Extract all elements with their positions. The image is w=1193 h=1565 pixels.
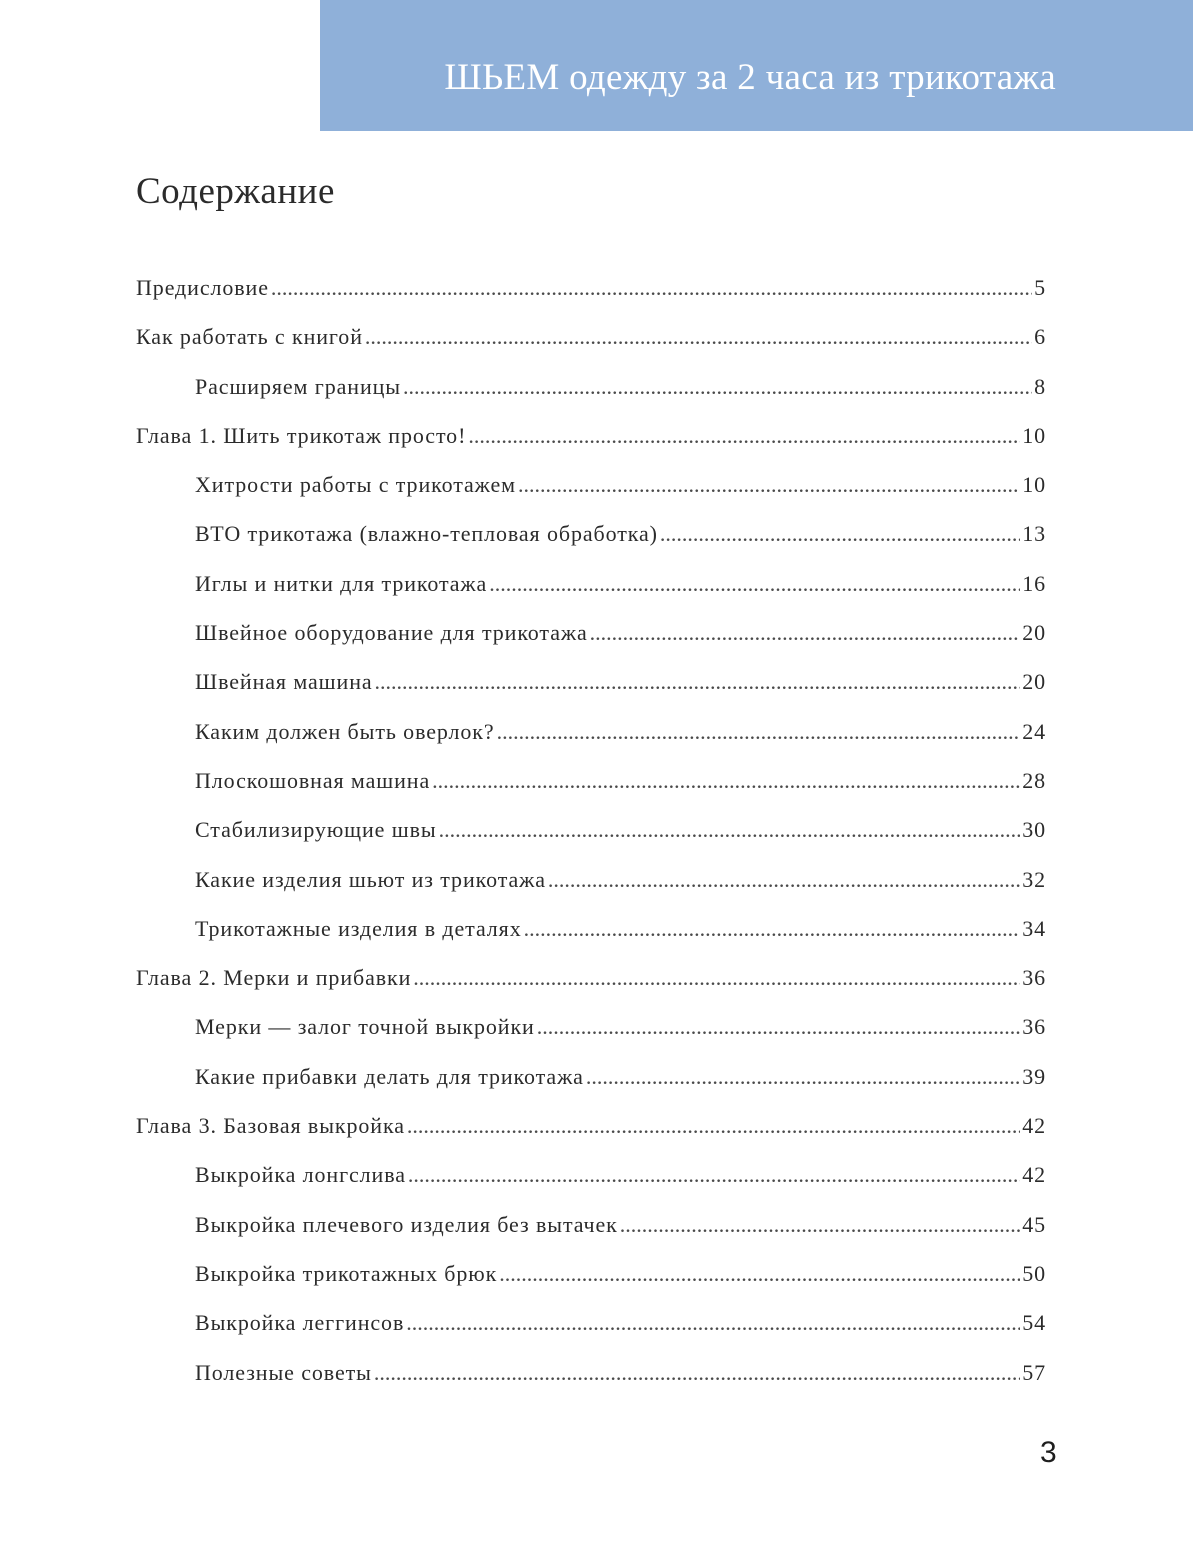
toc-entry[interactable] xyxy=(136,719,1046,768)
toc-entry-label: Иглы и нитки для трикотажа xyxy=(195,570,488,596)
toc-entry-label: Глава 2. Мерки и прибавки xyxy=(136,965,412,991)
toc-entry-page: 13 xyxy=(1022,521,1046,547)
toc-dot-leader xyxy=(403,374,1032,400)
table-of-contents xyxy=(136,275,1046,1409)
toc-entry-label: Трикотажные изделия в деталях xyxy=(195,915,522,941)
toc-entry-page: 24 xyxy=(1022,718,1046,744)
toc-entry[interactable] xyxy=(136,1162,1046,1211)
toc-entry-label: Выкройка трикотажных брюк xyxy=(195,1260,498,1286)
toc-dot-leader xyxy=(537,1014,1020,1040)
toc-entry[interactable] xyxy=(136,867,1046,916)
toc-entry-label: Как работать с книгой xyxy=(136,324,363,350)
book-title: ШЬЕМ одежду за 2 часа из трикотажа xyxy=(444,57,1056,98)
page-number: 3 xyxy=(1040,1436,1057,1469)
toc-entry-label: Хитрости работы с трикотажем xyxy=(195,472,516,498)
toc-entry-page: 42 xyxy=(1022,1162,1046,1188)
toc-entry-label: Плоскошовная машина xyxy=(195,767,431,793)
toc-entry-page: 45 xyxy=(1022,1211,1046,1237)
toc-entry-page: 20 xyxy=(1022,669,1046,695)
toc-entry-label: Каким должен быть оверлок? xyxy=(195,718,495,744)
toc-entry[interactable] xyxy=(136,965,1046,1014)
toc-dot-leader xyxy=(432,768,1020,794)
toc-entry-page: 6 xyxy=(1034,324,1046,350)
toc-entry[interactable] xyxy=(136,620,1046,669)
toc-entry[interactable] xyxy=(136,1261,1046,1310)
toc-entry-label: Швейная машина xyxy=(195,669,373,695)
toc-dot-leader xyxy=(408,1162,1020,1188)
toc-entry-page: 36 xyxy=(1022,965,1046,991)
toc-entry[interactable] xyxy=(136,1113,1046,1162)
toc-entry[interactable] xyxy=(136,423,1046,472)
toc-entry-label: Глава 3. Базовая выкройка xyxy=(136,1113,405,1139)
header-band xyxy=(320,0,1193,131)
toc-dot-leader xyxy=(406,1310,1020,1336)
toc-dot-leader xyxy=(489,571,1020,597)
toc-entry[interactable] xyxy=(136,521,1046,570)
toc-entry[interactable] xyxy=(136,1360,1046,1409)
toc-dot-leader xyxy=(518,472,1020,498)
toc-entry-label: Расширяем границы xyxy=(195,373,401,399)
toc-dot-leader xyxy=(586,1064,1020,1090)
toc-entry-page: 20 xyxy=(1022,620,1046,646)
toc-dot-leader xyxy=(375,669,1021,695)
toc-dot-leader xyxy=(374,1360,1020,1386)
toc-entry-label: ВТО трикотажа (влажно-тепловая обработка) xyxy=(195,521,658,547)
toc-entry[interactable] xyxy=(136,768,1046,817)
toc-entry[interactable] xyxy=(136,1064,1046,1113)
toc-entry[interactable] xyxy=(136,916,1046,965)
toc-entry-label: Полезные советы xyxy=(195,1359,372,1385)
toc-entry-page: 8 xyxy=(1034,373,1046,399)
toc-dot-leader xyxy=(497,719,1021,745)
toc-dot-leader xyxy=(590,620,1021,646)
toc-entry-page: 16 xyxy=(1022,570,1046,596)
toc-entry-label: Какие изделия шьют из трикотажа xyxy=(195,866,546,892)
toc-entry-page: 30 xyxy=(1022,817,1046,843)
toc-entry-page: 10 xyxy=(1022,472,1046,498)
toc-entry[interactable] xyxy=(136,1014,1046,1063)
toc-entry-page: 50 xyxy=(1022,1260,1046,1286)
toc-entry-label: Швейное оборудование для трикотажа xyxy=(195,620,588,646)
toc-entry-page: 5 xyxy=(1034,275,1046,300)
toc-entry-page: 57 xyxy=(1022,1359,1046,1385)
toc-entry[interactable] xyxy=(136,472,1046,521)
toc-entry-label: Мерки — залог точной выкройки xyxy=(195,1014,535,1040)
toc-entry[interactable] xyxy=(136,571,1046,620)
toc-entry[interactable] xyxy=(136,275,1046,324)
toc-dot-leader xyxy=(365,324,1032,350)
toc-dot-leader xyxy=(407,1113,1020,1139)
toc-entry-page: 54 xyxy=(1022,1310,1046,1336)
toc-entry[interactable] xyxy=(136,817,1046,866)
toc-dot-leader xyxy=(620,1212,1020,1238)
toc-entry-page: 42 xyxy=(1022,1113,1046,1139)
toc-dot-leader xyxy=(499,1261,1020,1287)
toc-entry[interactable] xyxy=(136,374,1046,423)
toc-entry-label: Стабилизирующие швы xyxy=(195,817,437,843)
toc-entry-label: Выкройка плечевого изделия без вытачек xyxy=(195,1211,618,1237)
toc-entry-label: Какие прибавки делать для трикотажа xyxy=(195,1063,584,1089)
toc-entry-page: 34 xyxy=(1022,915,1046,941)
toc-entry[interactable] xyxy=(136,1212,1046,1261)
toc-entry[interactable] xyxy=(136,669,1046,718)
toc-entry-label: Глава 1. Шить трикотаж просто! xyxy=(136,422,467,448)
toc-entry-page: 32 xyxy=(1022,866,1046,892)
toc-entry-page: 28 xyxy=(1022,767,1046,793)
toc-dot-leader xyxy=(413,965,1020,991)
toc-entry[interactable] xyxy=(136,1310,1046,1359)
toc-dot-leader xyxy=(271,275,1032,301)
toc-entry-page: 39 xyxy=(1022,1063,1046,1089)
toc-entry-page: 36 xyxy=(1022,1014,1046,1040)
toc-entry-label: Предисловие xyxy=(136,275,269,300)
toc-dot-leader xyxy=(548,867,1020,893)
toc-entry[interactable] xyxy=(136,324,1046,373)
toc-entry-label: Выкройка лонгслива xyxy=(195,1162,406,1188)
toc-dot-leader xyxy=(439,817,1021,843)
toc-dot-leader xyxy=(524,916,1021,942)
toc-entry-label: Выкройка леггинсов xyxy=(195,1310,405,1336)
toc-entry-page: 10 xyxy=(1022,422,1046,448)
page-title: Содержание xyxy=(136,171,335,212)
toc-dot-leader xyxy=(468,423,1020,449)
toc-dot-leader xyxy=(660,521,1020,547)
